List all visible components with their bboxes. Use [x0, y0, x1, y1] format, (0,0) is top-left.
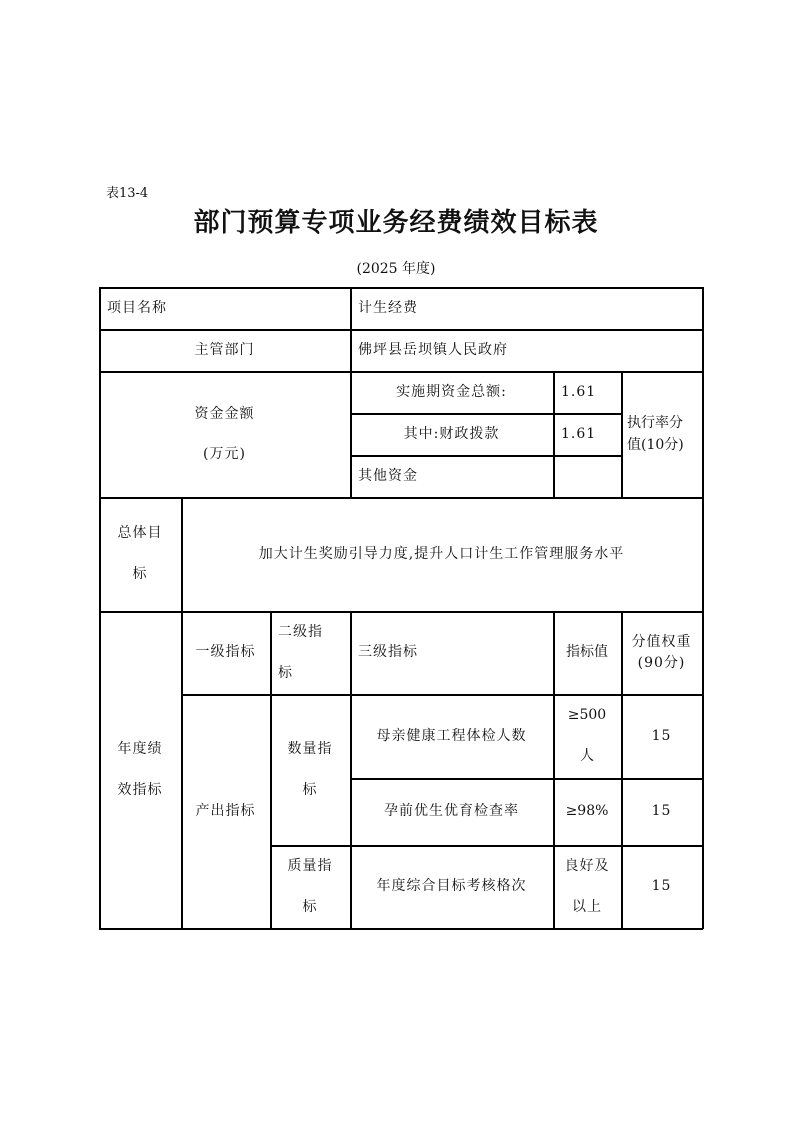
header-level2	[270, 611, 350, 694]
overall-goal-line2: 标	[132, 566, 148, 582]
overall-goal-value: 加大计生奖励引导力度,提升人口计生工作管理服务水平	[258, 545, 625, 562]
project-name-value: 计生经费	[358, 299, 418, 316]
execution-rate-line2: 值(10分)	[627, 437, 684, 453]
quantity-indicator-line1: 数量指	[287, 740, 333, 757]
execution-rate-line1: 执行率分	[627, 414, 683, 431]
indicator-item-weight: 15	[651, 878, 672, 895]
table-number: 表13-4	[106, 186, 149, 201]
other-funds-label: 其他资金	[358, 467, 418, 484]
indicator-item-name: 年度综合目标考核格次	[376, 878, 527, 895]
funds-label	[99, 371, 350, 497]
total-funds-label: 实施期资金总额:	[396, 383, 507, 400]
indicator-item-weight: 15	[651, 727, 672, 744]
quantity-indicator-line2: 标	[302, 781, 318, 798]
overall-goal-label	[99, 497, 181, 611]
annual-indicators-label	[99, 611, 181, 928]
fiscal-funds-value: 1.61	[561, 425, 597, 442]
indicator-item-value-line2: 以上	[572, 898, 602, 915]
indicator-item-value	[553, 694, 621, 778]
funds-unit-text: (万元)	[203, 446, 246, 462]
indicator-item-value: ≥98%	[565, 803, 609, 820]
header-weight	[621, 611, 702, 694]
page-title: 部门预算专项业务经费绩效目标表	[193, 208, 599, 238]
quality-indicator-label	[270, 845, 350, 928]
indicator-item-value	[553, 845, 621, 928]
department-label: 主管部门	[194, 341, 255, 358]
quantity-indicator-label	[270, 694, 350, 845]
header-weight-line2: (90分)	[637, 654, 686, 671]
header-level1: 一级指标	[195, 644, 256, 661]
annual-indicators-line2: 效指标	[117, 781, 163, 798]
header-level2-line1: 二级指	[278, 623, 323, 640]
total-funds-value: 1.61	[561, 383, 597, 400]
quality-indicator-line2: 标	[302, 898, 318, 915]
indicator-item-value-line2: 人	[580, 748, 594, 764]
indicator-item-name: 母亲健康工程体检人数	[376, 727, 527, 744]
indicator-item-name: 孕前优生优育检查率	[384, 803, 519, 820]
indicator-item-value-line1: ≥500	[567, 707, 607, 724]
header-level3: 三级指标	[358, 644, 418, 661]
header-weight-line1: 分值权重	[631, 633, 692, 650]
annual-indicators-line1: 年度绩	[117, 740, 163, 757]
other-funds-value	[553, 455, 621, 497]
fiscal-funds-label: 其中:财政拨款	[403, 425, 500, 442]
funds-label-text: 资金金额	[194, 405, 255, 422]
indicator-item-weight: 15	[651, 803, 672, 820]
overall-goal-line1: 总体目	[117, 525, 163, 542]
output-indicator-label: 产出指标	[195, 802, 256, 819]
indicator-item-value-line1: 良好及	[564, 857, 610, 874]
header-level2-line2: 标	[278, 664, 293, 681]
header-value: 指标值	[566, 644, 608, 661]
quality-indicator-line1: 质量指	[287, 857, 333, 874]
project-name-label: 项目名称	[107, 299, 167, 316]
execution-rate-label	[621, 371, 702, 497]
department-value: 佛坪县岳坝镇人民政府	[358, 341, 508, 358]
year-subtitle: (2025 年度)	[356, 261, 436, 277]
